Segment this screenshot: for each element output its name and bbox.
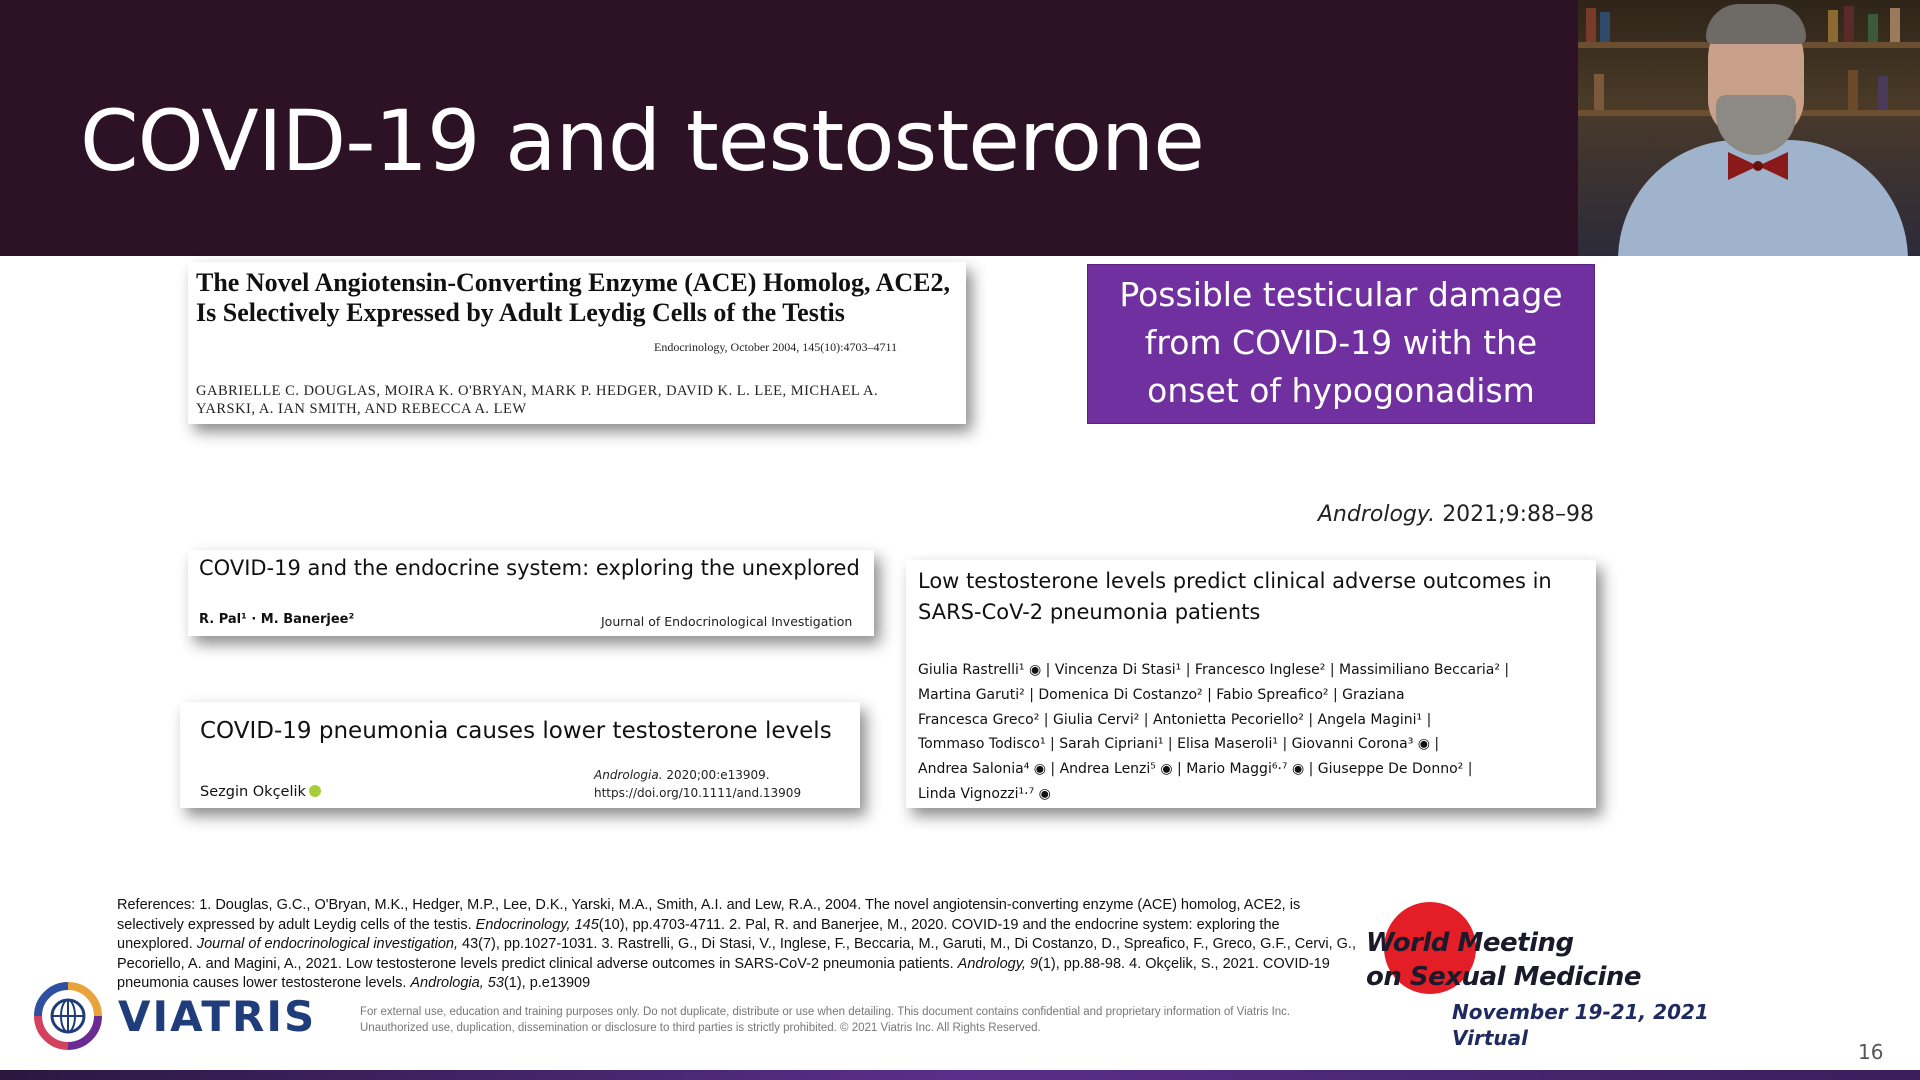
reference-text: (10), pp.4703-4711. [598,916,726,933]
paper-authors [918,658,1594,807]
world-meeting-title: World Meeting [1366,928,1574,958]
presenter-webcam [1578,0,1920,256]
bottom-accent-bar [0,1070,1920,1080]
journal-name: Andrologia. [594,768,663,782]
callout-line: from COVID-19 with the [1144,323,1538,362]
world-meeting-mode: Virtual [1452,1026,1528,1050]
andrology-citation [1310,502,1594,527]
author-line: Martina Garuti² | Domenica Di Costanzo² | Fabio Spreafico² | Graziana [918,686,1405,703]
paper-low-testosterone-card [906,560,1596,808]
author-name: Sezgin Okçelik [200,784,306,800]
paper-journal [594,766,801,802]
page-number: 16 [1858,1040,1884,1064]
references-label: References: [117,897,196,913]
bowtie-icon [1728,152,1788,180]
reference-journal: Journal of endocrinological investigation, [196,936,458,952]
author-line: Linda Vignozzi¹·⁷ ◉ [918,785,1051,802]
doi-link: https://doi.org/10.1111/and.13909 [594,786,802,800]
paper-ace2-card [188,262,966,424]
reference-journal: Andrology, [957,955,1026,972]
callout-line: Possible testicular damage [1119,275,1563,314]
reference-text: (1), p.e13909 [503,975,591,991]
reference-volume: 53 [487,975,504,991]
journal-citation: 2020;00:e13909. [666,768,770,782]
author-line: Tommaso Todisco¹ | Sarah Cipriani¹ | Elisa Maseroli¹ | Giovanni Corona³ ◉ | [918,736,1440,753]
book [1594,74,1604,110]
world-meeting-subtitle: on Sexual Medicine [1366,962,1642,992]
author-line: Giulia Rastrelli¹ ◉ | Vincenza Di Stasi¹ | Francesco Inglese² | Massimiliano Beccaria² | [918,662,1510,678]
paper-authors: R. Pal¹ · M. Banerjee² [199,612,355,627]
callout-line: onset of hypogonadism [1147,371,1535,410]
paper-endocrine-card [188,550,874,636]
disclaimer-text: For external use, education and training purposes only. Do not duplicate, distribute or use when detailing. This document contains confidential and proprietary information of Viatris Inc. Unauthorized use, duplication, dissemination or disclosure to third parties is strictly prohibited. © 2021 Viatris Inc. All Rights Reserved. [360,1006,1291,1034]
author-line: Andrea Salonia⁴ ◉ | Andrea Lenzi⁵ ◉ | Mario Maggi⁶·⁷ ◉ | Giuseppe De Donno² | [918,761,1473,778]
reference-volume: 9 [1029,955,1039,972]
book [1844,6,1854,42]
paper-title: The Novel Angiotensin-Converting Enzyme (ACE) Homolog, ACE2, Is Selectively Expressed by Adult Leydig Cells of the Testis [196,268,950,327]
paper-title: COVID-19 pneumonia causes lower testosterone levels [200,718,832,744]
book [1890,8,1900,42]
reference-journal: Andrologia, [410,975,484,991]
reference-text: 2. Pal, R. and Banerjee, M., 2020. COVID-19 and the endocrine system: exploring the unexplored. [117,916,1280,952]
callout-box [1087,264,1595,424]
citation-journal: Andrology. [1317,502,1436,527]
reference-text: 1. Douglas, G.C., O'Bryan, M.K., Hedger, M.P., Lee, D.K., Yarski, M.A., Smith, A.I. and Lew, R.A., 2004. The novel angiotensin-converting enzyme (ACE) homolog, ACE2, is selectively expressed by adult Leydig cells of the testis. [117,897,1301,933]
reference-text: 3. Rastrelli, G., Di Stasi, V., Inglese, F., Beccaria, M., Garuti, M., Di Costanzo, D., Spreafico, F., Greco, G.F., Cervi, G., Pecoriello, A. and Magini, A., 2021. Low testosterone levels predict clinical adverse outcomes in SARS-CoV-2 pneumonia patients. [117,936,1356,972]
world-meeting-dates: November 19-21, 2021 [1452,1000,1709,1024]
slide-title: COVID-19 and testosterone [80,92,1204,190]
book [1878,76,1888,110]
paper-pneumonia-card [180,702,860,808]
reference-text: 4. Okçelik, S., 2021. COVID-19 pneumonia causes lower testosterone levels. [117,955,1330,991]
paper-journal: Endocrinology, October 2004, 145(10):4703–4711 [654,340,898,354]
paper-authors [200,784,321,800]
reference-text: 43(7), pp.1027-1031. [462,936,598,952]
reference-text: (1), pp.88-98. [1038,955,1126,972]
author-line: Francesca Greco² | Giulia Cervi² | Antonietta Pecoriello² | Angela Magini¹ | [918,711,1432,728]
book [1848,70,1858,110]
references-block [117,896,1357,994]
book [1828,10,1838,42]
reference-journal: Endocrinology, [475,916,571,933]
citation-volume: 2021;9:88–98 [1442,502,1594,527]
book [1600,12,1610,42]
viatris-logo-icon [34,982,102,1050]
viatris-wordmark: VIATRIS [118,992,317,1041]
orcid-icon [309,785,321,797]
presenter-hair [1706,4,1806,44]
paper-title: Low testosterone levels predict clinical adverse outcomes in SARS-CoV-2 pneumonia patients [918,569,1552,624]
paper-authors: GABRIELLE C. DOUGLAS, MOIRA K. O'BRYAN, MARK P. HEDGER, DAVID K. L. LEE, MICHAEL A. YARSKI, A. IAN SMITH, AND REBECCA A. LEW [196,383,879,417]
book [1586,8,1596,42]
book [1868,14,1878,42]
paper-title: COVID-19 and the endocrine system: exploring the unexplored [199,556,860,580]
reference-volume: 145 [574,916,599,933]
paper-journal: Journal of Endocrinological Investigation [601,614,853,629]
